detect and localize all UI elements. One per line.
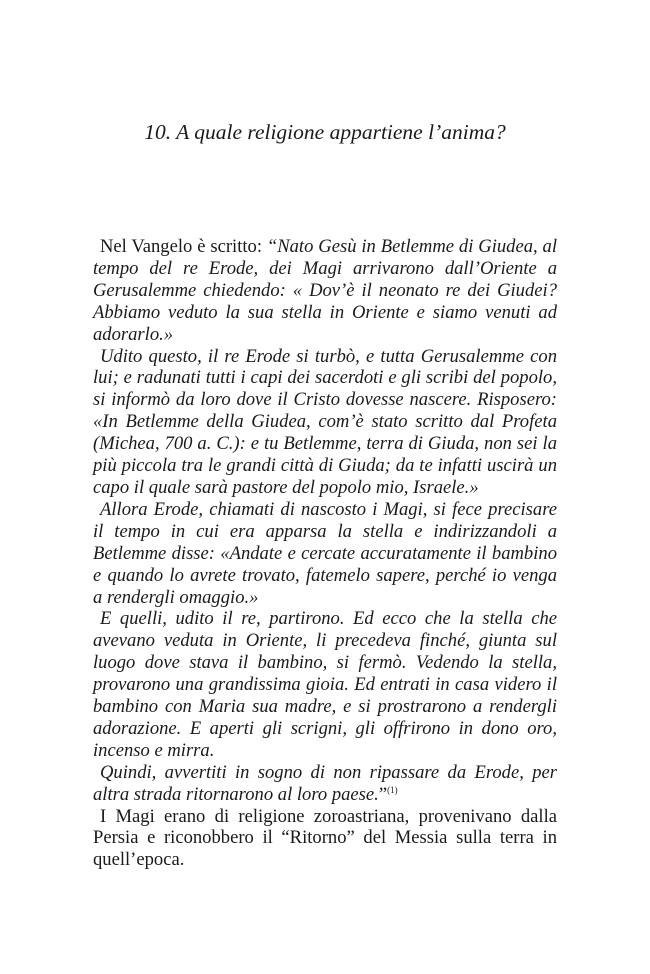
closing-quote-mark: ” <box>378 783 388 805</box>
paragraph-magi-zoroastrian: I Magi erano di religione zoroastriana, provenivano dalla Persia e riconobbero il “Ritorno” del Messia sulla terra in quell’epoca. <box>93 805 557 871</box>
paragraph-star-guides-magi: E quelli, udito il re, partirono. Ed ecco che la stella che avevano veduta in Oriente, li precedeva finché, giunta sul luogo dove stava il bambino, si fermò. Vedendo la stella, provarono una grandissima gioia. Ed entrati in casa videro il bambino con Maria sua madre, e si prostrarono a rendergli adorazione. E aperti gli scrigni, gli offrirono in dono oro, incenso e mirra. <box>93 608 557 761</box>
footnote-reference[interactable]: (1) <box>387 784 398 795</box>
chapter-title: 10. A quale religione appartiene l’anima? <box>144 120 506 144</box>
intro-lead-text: Nel Vangelo è scritto: <box>100 236 267 257</box>
paragraph-magi-return <box>93 762 557 806</box>
paragraph-intro <box>93 236 557 346</box>
paragraph-herod-summons-magi: Allora Erode, chiamati di nascosto i Magi, si fece precisare il tempo in cui era apparsa la stella e indirizzandoli a Betlemme disse: «Andate e cercate accuratamente il bambino e quando lo avrete trovato, fatemelo sapere, perché io venga a rendergli omaggio.» <box>93 498 557 608</box>
magi-return-text: Quindi, avvertiti in sogno di non ripassare da Erode, per altra strada ritornarono al loro paese. <box>93 761 557 805</box>
paragraph-herod-troubled: Udito questo, il re Erode si turbò, e tutta Gerusalemme con lui; e radunati tutti i capi dei sacerdoti e gli scribi del popolo, si informò da loro dove il Cristo dovesse nascere. Risposero: «In Betlemme della Giudea, com’è stato scritto dal Profeta (Michea, 700 a. C.): e tu Betlemme, terra di Giuda, non sei la più piccola tra le grandi città di Giuda; da te infatti uscirà un capo il quale sarà pastore del popolo mio, Israele.» <box>93 345 557 498</box>
gospel-quote-opening: “Nato Gesù in Betlemme di Giudea, al tempo del re Erode, dei Magi arrivarono dall’Oriente a Gerusalemme chiedendo: « Dov’è il neonato re dei Giudei? Abbiamo veduto la sua stella in Oriente e siamo venuti ad adorarlo.» <box>93 236 557 345</box>
chapter-body <box>93 236 557 871</box>
